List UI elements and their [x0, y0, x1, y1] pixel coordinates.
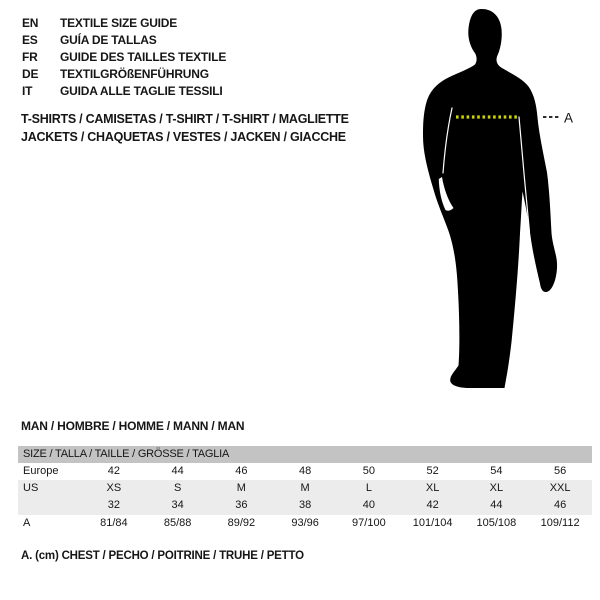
- language-title: GUIDA ALLE TAGLIE TESSILI: [60, 83, 223, 98]
- size-table-header: SIZE / TALLA / TAILLE / GRÖSSE / TAGLIA: [18, 446, 592, 463]
- table-row-us-numeric: [18, 497, 592, 514]
- size-cell: 44: [171, 465, 184, 477]
- language-row-fr: [22, 49, 226, 66]
- language-code: FR: [22, 49, 38, 64]
- size-cell: 50: [362, 465, 375, 477]
- size-cell: XXL: [549, 482, 571, 495]
- size-cell: 40: [362, 499, 375, 512]
- size-cell: 105/108: [476, 516, 517, 529]
- size-figure: [415, 5, 585, 395]
- language-code: ES: [22, 32, 38, 47]
- size-cell: M: [300, 482, 310, 495]
- size-cell: 52: [426, 465, 439, 477]
- language-code: IT: [22, 83, 33, 98]
- size-cell: 48: [299, 465, 312, 477]
- row-label: Europe: [23, 465, 59, 477]
- language-title: GUÍA DE TALLAS: [60, 32, 157, 47]
- category-line-tshirts: T-SHIRTS / CAMISETAS / T-SHIRT / T-SHIRT / MAGLIETTE: [21, 112, 349, 126]
- size-cell: 34: [171, 499, 184, 512]
- size-cell: 36: [235, 499, 248, 512]
- size-cell: 42: [426, 499, 439, 512]
- size-table: [18, 446, 592, 532]
- category-line-jackets: JACKETS / CHAQUETAS / VESTES / JACKEN / GIACCHE: [21, 129, 346, 144]
- language-row-it: [22, 83, 226, 100]
- size-cell: 32: [107, 499, 120, 512]
- size-cell: 109/112: [540, 516, 580, 529]
- size-cell: 46: [554, 499, 567, 512]
- language-row-es: [22, 32, 226, 49]
- language-title: TEXTILE SIZE GUIDE: [60, 16, 178, 30]
- language-code: EN: [22, 16, 39, 30]
- size-cell: L: [365, 482, 372, 495]
- man-silhouette-figure: [415, 5, 585, 395]
- row-label: US: [23, 482, 39, 495]
- language-guide-list: [22, 15, 226, 99]
- size-cell: 56: [554, 465, 567, 477]
- category-title: [21, 111, 349, 146]
- size-cell: 38: [299, 499, 312, 512]
- measure-label-a: A: [564, 110, 574, 126]
- size-cell: 44: [490, 499, 503, 512]
- size-cell: XL: [425, 482, 440, 495]
- row-label: [18, 497, 82, 514]
- table-row-us: [18, 480, 592, 497]
- size-cell: 97/100: [352, 516, 386, 529]
- size-cell: XS: [106, 482, 122, 495]
- size-cell: M: [236, 482, 246, 495]
- size-cell: 81/84: [100, 516, 128, 529]
- table-row-a-chest: [18, 515, 592, 532]
- language-row-de: [22, 66, 226, 83]
- size-cell: 46: [235, 465, 248, 477]
- row-label: A: [23, 516, 31, 529]
- size-cell: 85/88: [163, 516, 192, 529]
- size-cell: 54: [490, 465, 503, 477]
- measurement-footnote: A. (cm) CHEST / PECHO / POITRINE / TRUHE / PETTO: [21, 550, 304, 562]
- size-cell: 42: [107, 465, 120, 477]
- size-cell: XL: [489, 482, 504, 495]
- size-cell: S: [173, 482, 182, 495]
- language-title: TEXTILGRÖßENFÜHRUNG: [60, 66, 209, 81]
- table-row-europe: [18, 463, 592, 480]
- size-cell: 93/96: [291, 516, 319, 529]
- language-code: DE: [22, 66, 39, 81]
- size-cell: 101/104: [412, 516, 453, 529]
- section-title-man: MAN / HOMBRE / HOMME / MANN / MAN: [21, 419, 245, 433]
- language-row-en: [22, 15, 226, 32]
- language-title: GUIDE DES TAILLES TEXTILE: [60, 49, 227, 64]
- size-cell: 89/92: [227, 516, 256, 529]
